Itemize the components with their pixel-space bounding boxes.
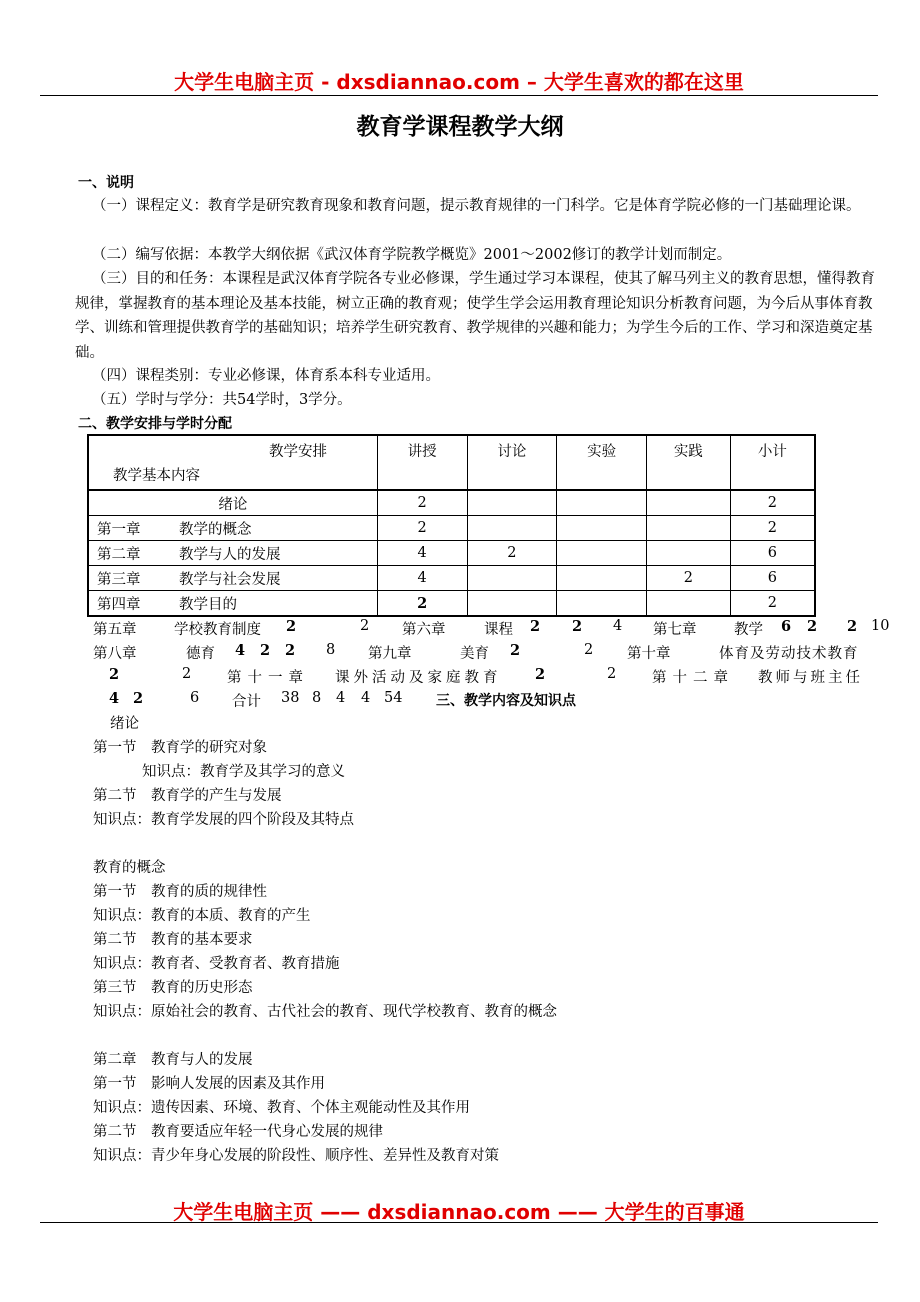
overflow-text: 体育及劳动技术教育 [719,646,859,662]
overflow-text: 4 [109,690,120,707]
overflow-text: 第十一章 [227,670,309,686]
overflow-text: 第十章 [627,646,671,662]
section1-para-5: （五）学时与学分：共54学时，3学分。 [92,392,352,408]
column-header: 讨论 [467,435,557,490]
row-label: 绪论 [88,490,377,516]
row-label [88,541,377,566]
overflow-text: 2 [572,618,583,635]
table-cell: 4 [377,566,467,591]
table-cell [646,516,730,541]
overflow-text: 2 [510,642,521,659]
overflow-text: 2 [285,642,296,659]
overflow-text: 2 [286,618,297,635]
table-cell: 2 [730,516,815,541]
overflow-text: 2 [535,666,546,683]
table-diagonal-header [88,435,377,490]
overflow-text: 10 [871,618,890,634]
row-label [88,591,377,617]
content-line: 第三节 教育的历史形态 [93,980,253,996]
table-cell [467,591,557,617]
section1-para-1: （一）课程定义：教育学是研究教育现象和教育问题，提示教育规律的一门科学。它是体育学院必修的一门基础理论课。 [92,198,861,214]
table-cell: 2 [377,516,467,541]
table-cell: 2 [467,541,557,566]
chapter-number: 第三章 [97,571,141,588]
table-cell [467,516,557,541]
overflow-text: 课外活动及家庭教育 [335,670,502,686]
overflow-text: 2 [182,666,192,682]
content-line: 第一节 教育的质的规律性 [93,884,267,900]
table-row [88,591,815,617]
footer-rule [40,1222,878,1223]
table-row [88,516,815,541]
chapter-number: 第四章 [97,596,141,613]
overflow-text: 2 [260,642,271,659]
section1-para-2: （二）编写依据：本教学大纲依据《武汉体育学院教学概览》2001～2002修订的教学计划而制定。 [92,247,732,263]
table-row [88,541,815,566]
overflow-text: 4 [613,618,623,634]
chapter-name: 教学的概念 [179,521,252,538]
chapter1-title: 教育的概念 [93,860,166,876]
overflow-text: 第九章 [368,646,412,662]
overflow-text: 教师与班主任 [758,670,863,686]
row-label [88,516,377,541]
content-line: 知识点：教育学发展的四个阶段及其特点 [93,812,354,828]
overflow-text: 8 [312,690,322,706]
content-line: 知识点：教育的本质、教育的产生 [93,908,311,924]
page-title: 教育学课程教学大纲 [356,114,564,140]
table-header-row [88,435,815,490]
header-banner: 大学生电脑主页 - dxsdiannao.com – 大学生喜欢的都在这里 [174,70,744,94]
overflow-text: 2 [109,666,120,683]
footer-banner: 大学生电脑主页 —— dxsdiannao.com —— 大学生的百事通 [173,1200,745,1224]
header-teaching-arrangement: 教学安排 [269,444,327,460]
content-line: 知识点：遗传因素、环境、教育、个体主观能动性及其作用 [93,1100,470,1116]
overflow-text: 2 [530,618,541,635]
table-cell: 2 [377,591,467,617]
section2-heading: 二、教学安排与学时分配 [78,416,232,432]
content-line: 知识点：青少年身心发展的阶段性、顺序性、差异性及教育对策 [93,1148,499,1164]
content-line: 知识点：教育学及其学习的意义 [142,764,345,780]
table-cell [646,490,730,516]
overflow-text: 38 [281,690,300,706]
table-cell: 2 [730,591,815,617]
chapter-name: 教学目的 [179,596,237,613]
table-cell [646,591,730,617]
table-cell [557,490,647,516]
overflow-text: 8 [326,642,336,658]
overflow-text: 教学 [734,622,763,638]
intro-title: 绪论 [110,716,139,732]
table-row [88,490,815,516]
table-cell: 6 [730,566,815,591]
content-line: 知识点：原始社会的教育、古代社会的教育、现代学校教育、教育的概念 [93,1004,557,1020]
chapter-name: 教学与社会发展 [179,571,281,588]
table-cell [557,516,647,541]
overflow-text: 4 [336,690,346,706]
overflow-text: 第十二章 [652,670,734,686]
table-cell: 6 [730,541,815,566]
overflow-text: 合计 [232,694,261,710]
table-cell [557,541,647,566]
header-rule [40,95,878,96]
overflow-text: 德育 [186,646,215,662]
overflow-text: 2 [360,618,370,634]
content-line: 第二节 教育的基本要求 [93,932,253,948]
table-row [88,566,815,591]
overflow-text: 6 [190,690,200,706]
overflow-text: 2 [607,666,617,682]
overflow-text: 6 [781,618,792,635]
overflow-text: 第七章 [653,622,697,638]
table-cell [467,566,557,591]
overflow-text: 2 [584,642,594,658]
content-line: 第二节 教育要适应年轻一代身心发展的规律 [93,1124,383,1140]
overflow-text: 第八章 [93,646,137,662]
overflow-text: 第五章 [93,622,137,638]
column-header: 实验 [557,435,647,490]
overflow-text: 4 [235,642,246,659]
overflow-text: 美育 [460,646,489,662]
overflow-text: 课程 [484,622,513,638]
table-cell: 2 [730,490,815,516]
overflow-text: 2 [133,690,144,707]
section1-para-4: （四）课程类别：专业必修课，体育系本科专业适用。 [92,368,440,384]
overflow-text: 第六章 [402,622,446,638]
overflow-text: 2 [847,618,858,635]
content-line: 知识点：教育者、受教育者、教育措施 [93,956,340,972]
content-line: 第二节 教育学的产生与发展 [93,788,282,804]
overflow-text: 54 [384,690,403,706]
column-header: 实践 [646,435,730,490]
column-header: 讲授 [377,435,467,490]
section1-para-3: （三）目的和任务：本课程是武汉体育学院各专业必修课，学生通过学习本课程，使其了解马列主义的教育思想，懂得教育规律，掌握教育的基本理论及基本技能，树立正确的教育观；使学生学会运用教育理论知识分析教育问题，为今后从事体育教学、训练和管理提供教育学的基础知识；培养学生研究教育、教学规律的兴趣和能力；为学生今后的工作、学习和深造奠定基础。 [75,271,875,361]
row-label [88,566,377,591]
table-cell: 4 [377,541,467,566]
chapter2-title: 第二章 教育与人的发展 [93,1052,253,1068]
table-cell: 2 [646,566,730,591]
overflow-text: 4 [361,690,371,706]
table-cell [557,591,647,617]
table-cell [467,490,557,516]
table-cell [557,566,647,591]
content-line: 第一节 影响人发展的因素及其作用 [93,1076,325,1092]
chapter-name: 教学与人的发展 [179,546,281,563]
column-header: 小计 [730,435,815,490]
schedule-table [87,434,816,617]
overflow-text: 学校教育制度 [174,622,261,638]
section1-heading: 一、说明 [78,175,134,191]
chapter-number: 第一章 [97,521,141,538]
table-cell [646,541,730,566]
header-basic-content: 教学基本内容 [113,468,200,484]
content-line: 第一节 教育学的研究对象 [93,740,267,756]
overflow-text: 2 [807,618,818,635]
section3-heading: 三、教学内容及知识点 [436,693,576,709]
table-cell: 2 [377,490,467,516]
chapter-number: 第二章 [97,546,141,563]
